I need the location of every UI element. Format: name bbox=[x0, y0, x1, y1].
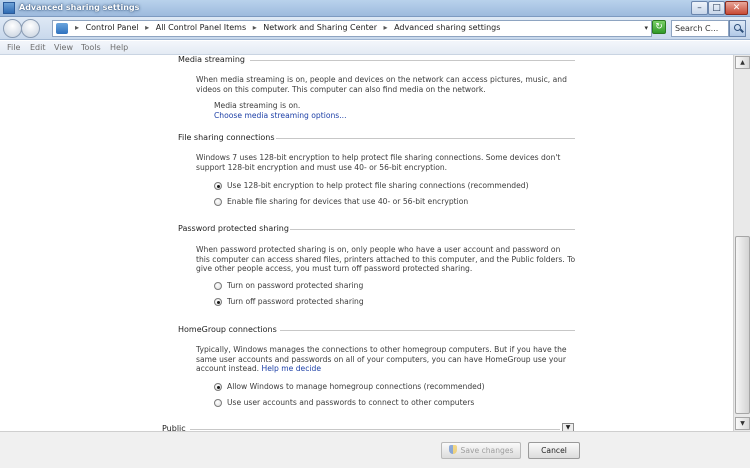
expand-chevron-icon[interactable]: ▼ bbox=[562, 423, 574, 431]
title-bar bbox=[0, 0, 750, 17]
control-panel-icon bbox=[56, 23, 68, 34]
media-streaming-description: When media streaming is on, people and devices on the network can access pictures, music, and videos on this computer. This computer can also find media on the network. bbox=[196, 75, 567, 94]
media-streaming-status: Media streaming is on. bbox=[214, 101, 301, 110]
back-button[interactable] bbox=[3, 19, 22, 38]
media-streaming-options-link[interactable]: Choose media streaming options... bbox=[214, 111, 347, 120]
menu-file[interactable]: File bbox=[7, 43, 21, 52]
section-divider bbox=[250, 60, 575, 61]
menu-tools[interactable]: Tools bbox=[81, 43, 101, 52]
radio-label[interactable]: Use 128-bit encryption to help protect file sharing connections (recommended) bbox=[227, 181, 529, 190]
address-dropdown-icon[interactable]: ▾ bbox=[644, 24, 648, 32]
refresh-icon[interactable]: ↻ bbox=[652, 20, 666, 34]
minimize-button[interactable]: – bbox=[691, 1, 708, 15]
help-me-decide-link[interactable]: Help me decide bbox=[261, 364, 321, 373]
radio-button[interactable] bbox=[214, 282, 222, 290]
menu-help[interactable]: Help bbox=[110, 43, 129, 52]
section-heading-public[interactable]: Public bbox=[162, 424, 186, 431]
section-heading-media-streaming: Media streaming bbox=[178, 55, 245, 64]
section-divider bbox=[276, 138, 575, 139]
radio-button[interactable] bbox=[214, 298, 222, 306]
radio-label[interactable]: Allow Windows to manage homegroup connections (recommended) bbox=[227, 382, 485, 391]
save-changes-label: Save changes bbox=[460, 446, 514, 455]
section-divider bbox=[280, 330, 575, 331]
breadcrumb-separator-icon[interactable]: ▸ bbox=[252, 23, 257, 32]
breadcrumb-item[interactable]: Advanced sharing settings bbox=[394, 23, 501, 32]
window-title: Advanced sharing settings bbox=[19, 3, 140, 12]
scroll-up-arrow-icon[interactable]: ▲ bbox=[735, 56, 750, 69]
radio-button[interactable] bbox=[214, 182, 222, 190]
breadcrumb-item[interactable]: Control Panel bbox=[85, 23, 139, 32]
radio-label[interactable]: Turn on password protected sharing bbox=[227, 281, 364, 290]
homegroup-description bbox=[196, 345, 574, 374]
section-divider bbox=[190, 429, 560, 430]
section-divider bbox=[290, 229, 575, 230]
menu-edit[interactable]: Edit bbox=[30, 43, 46, 52]
breadcrumb-item[interactable]: All Control Panel Items bbox=[155, 23, 247, 32]
homegroup-description-text: Typically, Windows manages the connections to other homegroup computers. But if you have the same user accounts and passwords on all of your computers, you can have HomeGroup use your account instead. bbox=[196, 345, 567, 373]
action-bar bbox=[0, 431, 750, 468]
breadcrumb bbox=[73, 23, 502, 32]
save-changes-button[interactable] bbox=[441, 442, 521, 459]
radio-label[interactable]: Use user accounts and passwords to connect to other computers bbox=[227, 398, 475, 407]
search-button[interactable] bbox=[729, 20, 746, 37]
scroll-down-arrow-icon[interactable]: ▼ bbox=[735, 417, 750, 430]
radio-button[interactable] bbox=[214, 383, 222, 391]
maximize-button[interactable]: □ bbox=[708, 1, 725, 15]
cancel-button[interactable]: Cancel bbox=[528, 442, 580, 459]
settings-content bbox=[0, 55, 733, 431]
navigation-bar bbox=[0, 17, 750, 40]
breadcrumb-separator-icon[interactable]: ▸ bbox=[145, 23, 150, 32]
vertical-scrollbar[interactable] bbox=[733, 55, 750, 431]
radio-label[interactable]: Turn off password protected sharing bbox=[227, 297, 364, 306]
uac-shield-icon bbox=[449, 445, 457, 454]
breadcrumb-separator-icon[interactable]: ▸ bbox=[75, 23, 80, 32]
password-sharing-description: When password protected sharing is on, only people who have a user account and password on this computer can access shared files, printers attached to this computer, and the Public folders. To give other people access, you must turn off password protected sharing. bbox=[196, 245, 576, 273]
menu-bar bbox=[0, 41, 750, 55]
file-sharing-description: Windows 7 uses 128-bit encryption to help protect file sharing connections. Some devices don't support 128-bit encryption and must use 40- or 56-bit encryption. bbox=[196, 153, 561, 172]
breadcrumb-separator-icon[interactable]: ▸ bbox=[383, 23, 388, 32]
radio-button[interactable] bbox=[214, 198, 222, 206]
section-heading-password-sharing: Password protected sharing bbox=[178, 224, 289, 233]
section-heading-file-sharing: File sharing connections bbox=[178, 133, 275, 142]
breadcrumb-item[interactable]: Network and Sharing Center bbox=[263, 23, 377, 32]
section-heading-homegroup: HomeGroup connections bbox=[178, 325, 277, 334]
radio-label[interactable]: Enable file sharing for devices that use 40- or 56-bit encryption bbox=[227, 197, 469, 206]
forward-button[interactable] bbox=[21, 19, 40, 38]
radio-button[interactable] bbox=[214, 399, 222, 407]
window-icon bbox=[3, 2, 15, 14]
search-input[interactable]: Search C... bbox=[671, 20, 729, 37]
address-bar[interactable] bbox=[52, 20, 652, 37]
close-button[interactable]: ✕ bbox=[725, 1, 748, 15]
scroll-thumb[interactable] bbox=[735, 236, 750, 414]
menu-view[interactable]: View bbox=[54, 43, 73, 52]
